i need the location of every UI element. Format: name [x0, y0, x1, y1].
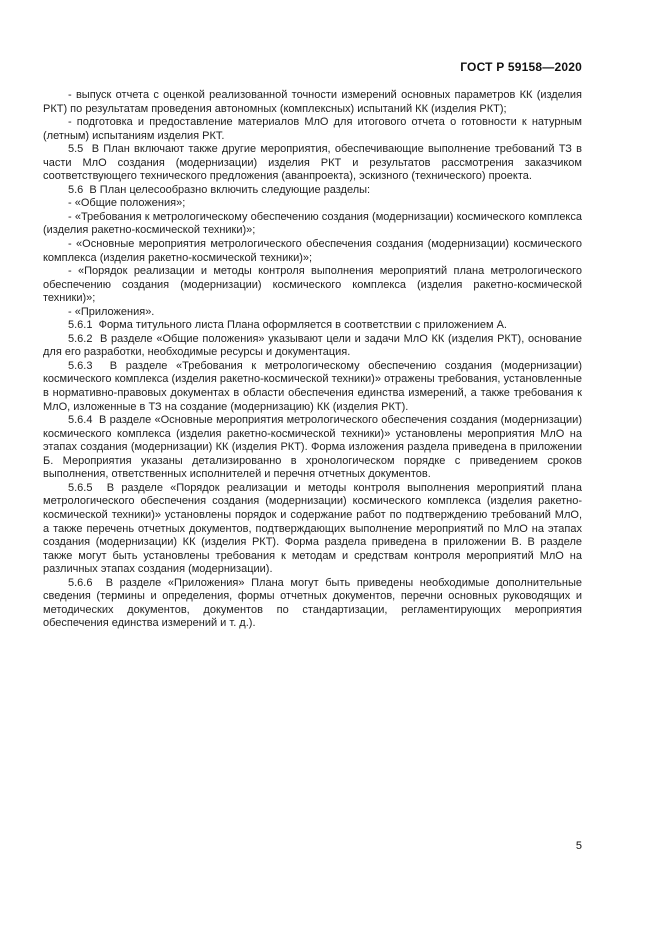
paragraph-list-item: - подготовка и предоставление материалов МлО для итогового отчета о готовности к натурным (летным) испытаниям изделия РКТ. [43, 116, 582, 142]
paragraph-list-item: - «Приложения». [68, 305, 155, 318]
page-number: 5 [575, 840, 582, 852]
paragraph-clause-5-6-1: 5.6.1 Форма титульного листа Плана оформляется в соответствии с приложением А. [68, 319, 507, 332]
document-body [43, 89, 582, 631]
paragraph-clause-5-6-4: 5.6.4 В разделе «Основные мероприятия метрологического обеспечения создания (модернизации) космического комплекса (изделия ракетно-космической техники)» установлены мероприятия МлО на этапах создания (модернизации) КК (изделия РКТ). Форма изложения раздела приведена в приложении Б. Мероприятия указаны детализированно в хронологическом порядке с приведением сроков выполнения, ответственных исполнителей и перечня отчетных документов. [43, 414, 582, 481]
paragraph-list-item: - «Основные мероприятия метрологического обеспечения создания (модернизации) космического комплекса (изделия ракетно-космической техники)»; [43, 238, 582, 264]
standard-designation-header: ГОСТ Р 59158—2020 [460, 60, 582, 74]
paragraph-clause-5-5: 5.5 В План включают также другие мероприятия, обеспечивающие выполнение требований ТЗ в части МлО создания (модернизации) изделия РКТ и результатов рассмотрения заказчиком соответствующего технического предложения (аванпроекта), эскизного (технического) проекта. [43, 143, 582, 183]
paragraph-clause-5-6-2: 5.6.2 В разделе «Общие положения» указывают цели и задачи МлО КК (изделия РКТ), основание для его разработки, необходимые ресурсы и документация. [43, 332, 582, 359]
paragraph-clause-5-6: 5.6 В План целесообразно включить следующие разделы: [68, 183, 371, 196]
paragraph-list-item: - «Общие положения»; [68, 197, 186, 210]
paragraph-clause-5-6-6: 5.6.6 В разделе «Приложения» Плана могут быть приведены необходимые дополнительные сведения (термины и определения, формы отчетных документов, перечни основных руководящих и методических документов, документов по стандартизации, регламентирующих мероприятия обеспечения единства измерений и т. д.). [43, 576, 582, 630]
paragraph-list-item: - «Требования к метрологическому обеспечению создания (модернизации) космического комплекса (изделия ракетно-космической техники)»; [43, 210, 582, 237]
paragraph-clause-5-6-3: 5.6.3 В разделе «Требования к метрологическому обеспечению создания (модернизации) космического комплекса (изделия ракетно-космической техники)» отражены требования, установленные в нормативно-правовых документах в области обеспечения единства измерений, а также требования к МлО, изложенные в ТЗ на создание (модернизацию) КК (изделия РКТ). [43, 359, 582, 413]
paragraph-clause-5-6-5: 5.6.5 В разделе «Порядок реализации и методы контроля выполнения мероприятий плана метрологического обеспечения создания (модернизации) космического комплекса (изделия ракетно-космической техники)» установлены порядок и содержание работ по подтверждению требований МлО, а также перечень отчетных документов, подтверждающих выполнение мероприятий по МлО на этапах создания (модернизации) КК (изделия РКТ). Форма раздела приведена в приложении В. В разделе также могут быть установлены требования к методам и средствам контроля мероприятий МлО на различных этапах создания (модернизации). [43, 481, 582, 576]
paragraph-list-item: - «Порядок реализации и методы контроля выполнения мероприятий плана метрологического обеспечению создания (модернизации) космического комплекса (изделия ракетно-космической техники)»; [43, 265, 582, 305]
paragraph-list-item: - выпуск отчета с оценкой реализованной точности измерений основных параметров КК (изделия РКТ) по результатам проведения автономных (комплексных) испытаний КК (изделия РКТ); [43, 89, 582, 115]
